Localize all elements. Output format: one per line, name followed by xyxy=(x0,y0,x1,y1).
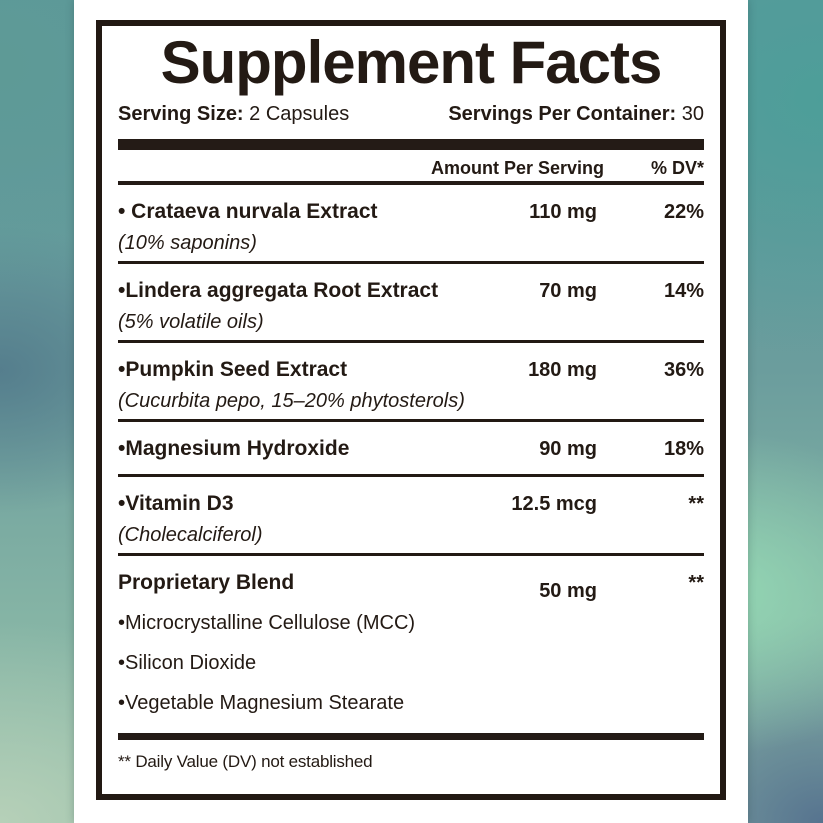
row-detail: (10% saponins) xyxy=(118,232,257,254)
row-amount: 50 mg xyxy=(539,580,597,602)
row-name: Proprietary Blend xyxy=(118,571,295,594)
row-separator xyxy=(118,553,704,556)
row-separator xyxy=(118,261,704,264)
row-dv: 22% xyxy=(663,201,704,223)
blend-ingredient: •Silicon Dioxide xyxy=(118,652,257,674)
serving-size xyxy=(118,101,349,127)
row-dv: ** xyxy=(688,572,704,594)
blend-ingredient: •Microcrystalline Cellulose (MCC) xyxy=(118,612,416,634)
row-amount: 12.5 mcg xyxy=(511,493,597,515)
serving-size-value: 2 Capsules xyxy=(243,103,350,125)
table-row xyxy=(118,356,704,422)
serving-size-label: Serving Size: xyxy=(118,103,244,125)
row-name: •Lindera aggregata Root Extract xyxy=(118,279,439,302)
supplement-label-panel xyxy=(74,0,748,823)
row-separator xyxy=(118,419,704,422)
row-detail: (5% volatile oils) xyxy=(118,311,264,333)
footnote-rule xyxy=(118,733,704,740)
row-name: •Pumpkin Seed Extract xyxy=(118,358,348,381)
header-rule xyxy=(118,181,704,185)
row-name: •Vitamin D3 xyxy=(118,492,234,515)
amount-per-serving-header: Amount Per Serving xyxy=(430,158,604,178)
row-dv: 14% xyxy=(663,280,704,302)
row-detail: (Cholecalciferol) xyxy=(118,524,263,546)
row-amount: 70 mg xyxy=(539,280,597,302)
servings-per-container-label: Servings Per Container: xyxy=(448,103,677,125)
percent-dv-header: % DV* xyxy=(650,158,704,178)
row-amount: 90 mg xyxy=(539,438,597,460)
serving-info-row xyxy=(118,101,704,127)
table-row-proprietary-blend xyxy=(118,569,704,717)
dv-footnote: ** Daily Value (DV) not established xyxy=(118,752,373,771)
row-dv: ** xyxy=(688,493,704,515)
table-row xyxy=(118,277,704,343)
row-detail: (Cucurbita pepo, 15–20% phytosterols) xyxy=(118,390,465,412)
table-row xyxy=(118,435,704,477)
row-dv: 18% xyxy=(663,438,704,460)
row-name: •Magnesium Hydroxide xyxy=(118,437,350,460)
supplement-facts-title: Supplement Facts xyxy=(160,29,662,96)
servings-per-container-value: 30 xyxy=(676,103,704,125)
servings-per-container xyxy=(448,101,704,127)
blend-ingredient: •Vegetable Magnesium Stearate xyxy=(118,692,405,714)
supplement-facts-box xyxy=(96,20,726,800)
table-row xyxy=(118,198,704,264)
column-header-row xyxy=(118,156,704,181)
row-separator xyxy=(118,474,704,477)
table-row xyxy=(118,490,704,556)
row-separator xyxy=(118,340,704,343)
row-amount: 110 mg xyxy=(529,201,597,223)
row-dv: 36% xyxy=(663,359,704,381)
row-name: • Crataeva nurvala Extract xyxy=(118,200,378,223)
top-thick-rule xyxy=(118,139,704,150)
row-amount: 180 mg xyxy=(528,359,597,381)
